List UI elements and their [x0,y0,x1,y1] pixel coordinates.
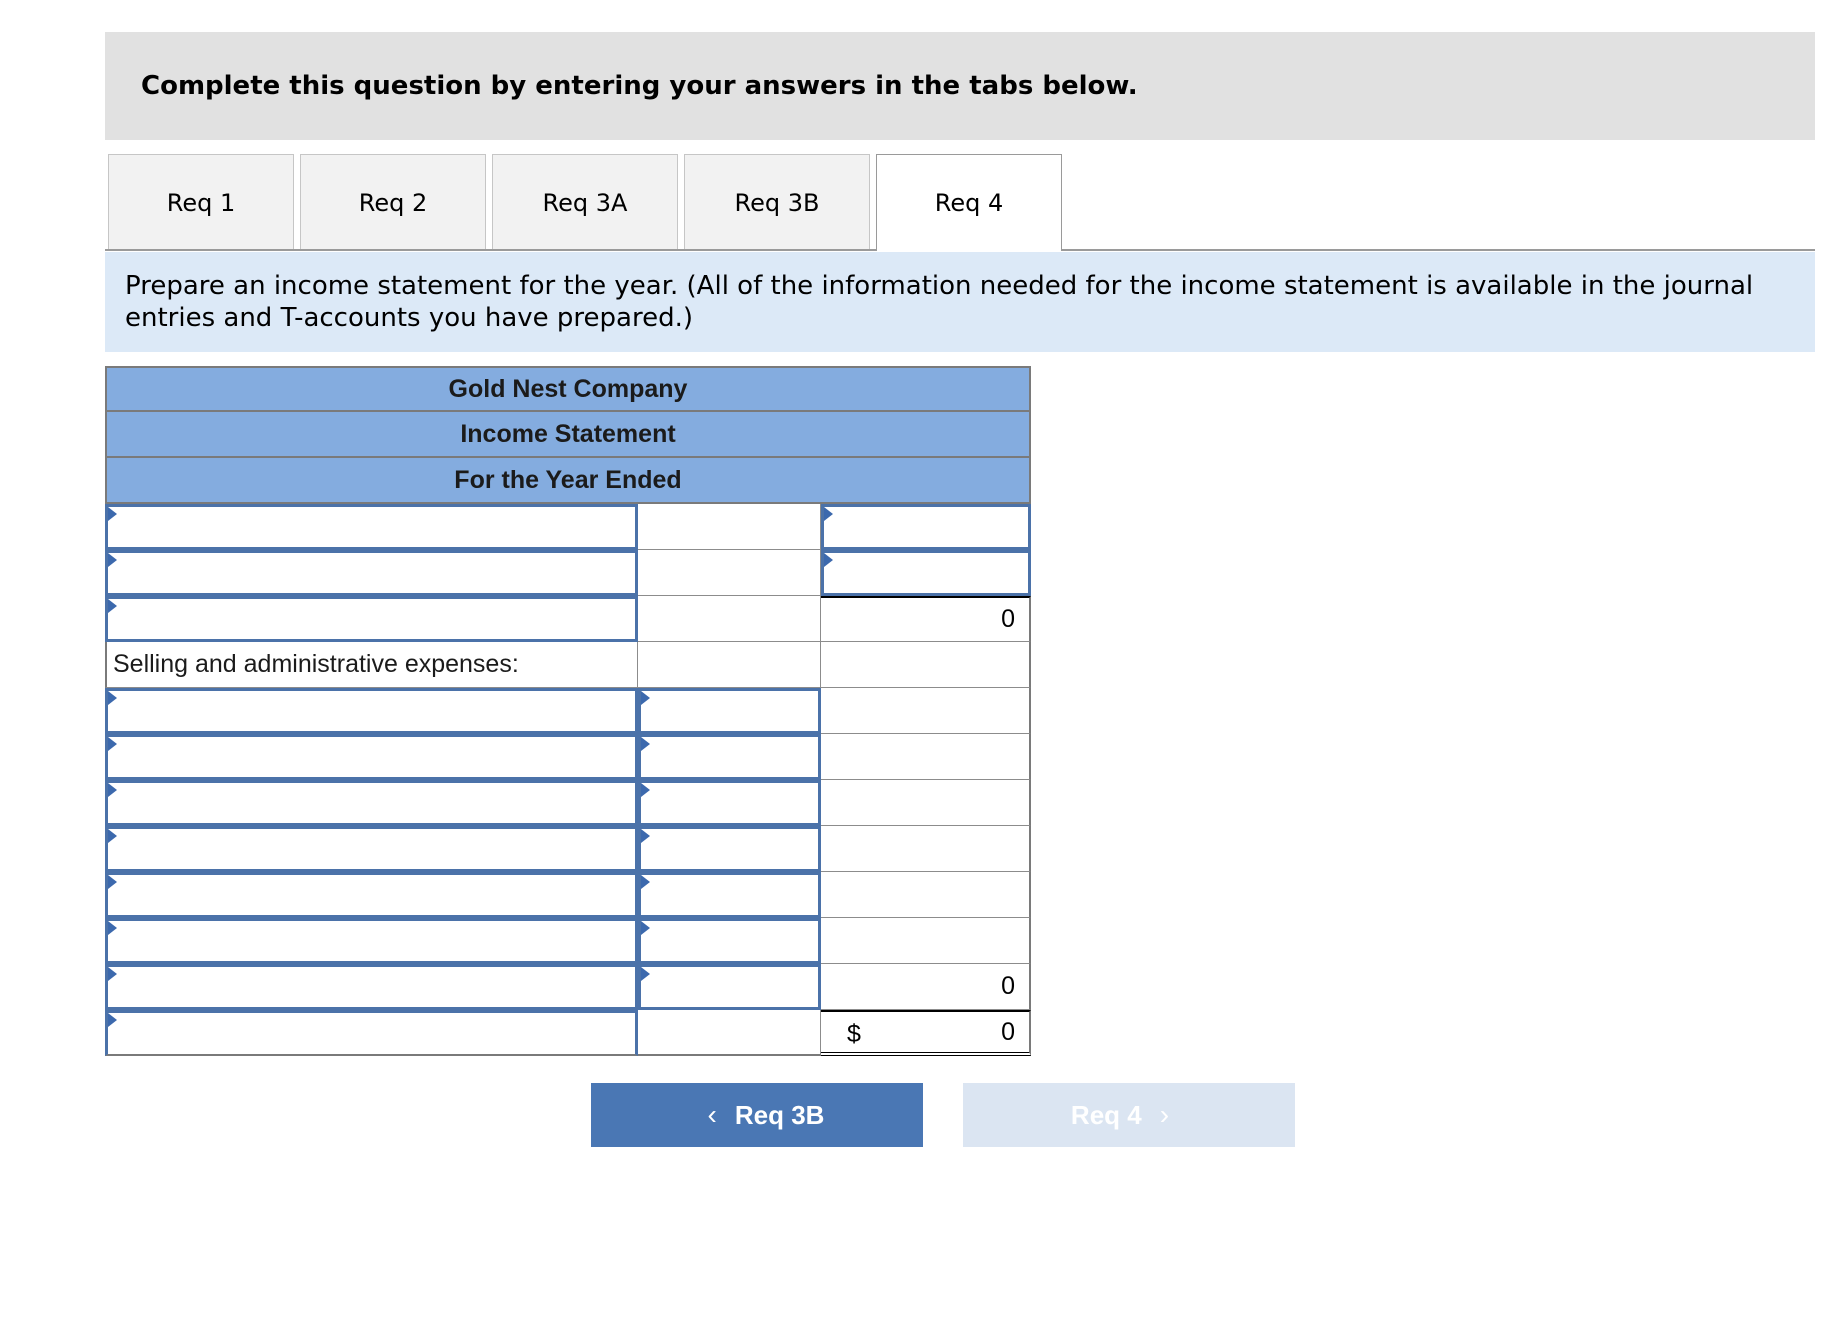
account-dropdown[interactable] [105,550,638,596]
account-dropdown[interactable] [105,1010,638,1056]
account-dropdown[interactable] [105,596,638,642]
expense-row [105,688,1031,734]
tab-req-1[interactable]: Req 1 [108,154,294,250]
expense-row [105,734,1031,780]
next-button[interactable] [963,1083,1295,1147]
tab-req-3a[interactable]: Req 3A [492,154,678,250]
statement-row [105,504,1031,550]
account-dropdown[interactable] [105,504,638,550]
amount-input[interactable] [638,918,821,964]
account-dropdown[interactable] [105,734,638,780]
sga-label: Selling and administrative expenses: [105,642,638,688]
statement-period: For the Year Ended [105,458,1031,504]
banner-text: Complete this question by entering your answers in the tabs below. [141,71,1138,101]
currency-symbol: $ [847,1020,861,1048]
instruction-text: Prepare an income statement for the year. (All of the information needed for the income statement is available in the journal entries and T-accounts you have prepared.) [105,252,1815,352]
amount-cell [638,504,821,550]
account-dropdown[interactable] [105,872,638,918]
expense-row [105,918,1031,964]
income-statement [105,366,1031,1056]
account-dropdown[interactable] [105,826,638,872]
amount-input[interactable] [638,780,821,826]
company-name: Gold Nest Company [105,366,1031,412]
chevron-right-icon: › [1159,1099,1170,1130]
amount-input[interactable] [638,688,821,734]
amount-cell [821,780,1031,826]
account-dropdown[interactable] [105,918,638,964]
amount-cell [821,826,1031,872]
account-dropdown[interactable] [105,964,638,1010]
tab-req-2[interactable]: Req 2 [300,154,486,250]
expense-row [105,826,1031,872]
amount-cell [638,642,821,688]
account-dropdown[interactable] [105,780,638,826]
amount-cell [638,596,821,642]
net-income-value: 0 [1001,1017,1015,1046]
amount-input[interactable] [638,734,821,780]
chevron-left-icon: ‹ [707,1099,717,1130]
amount-cell [821,688,1031,734]
expense-row [105,780,1031,826]
amount-cell [821,918,1031,964]
statement-row [105,642,1031,688]
instructions-banner [105,32,1815,140]
amount-cell [638,550,821,596]
expense-row [105,964,1031,1010]
amount-input[interactable] [638,964,821,1010]
sga-total: 0 [821,964,1031,1010]
statement-title: Income Statement [105,412,1031,458]
amount-cell [821,642,1031,688]
tab-req-3b[interactable]: Req 3B [684,154,870,250]
statement-row [105,550,1031,596]
account-dropdown[interactable] [105,688,638,734]
amount-cell [821,872,1031,918]
expense-row [105,872,1031,918]
net-income-row [105,1010,1031,1056]
amount-input[interactable] [821,504,1031,550]
gross-margin-total: 0 [821,596,1031,642]
net-income-total [821,1010,1031,1056]
amount-cell [638,1010,821,1056]
amount-input[interactable] [638,826,821,872]
prev-button-label: Req 3B [734,1099,825,1130]
tab-req-4[interactable]: Req 4 [876,154,1062,251]
next-button-label: Req 4 [1070,1099,1142,1130]
statement-row [105,596,1031,642]
amount-input[interactable] [638,872,821,918]
amount-cell [821,734,1031,780]
amount-input[interactable] [821,550,1031,596]
prev-button[interactable] [591,1083,923,1147]
